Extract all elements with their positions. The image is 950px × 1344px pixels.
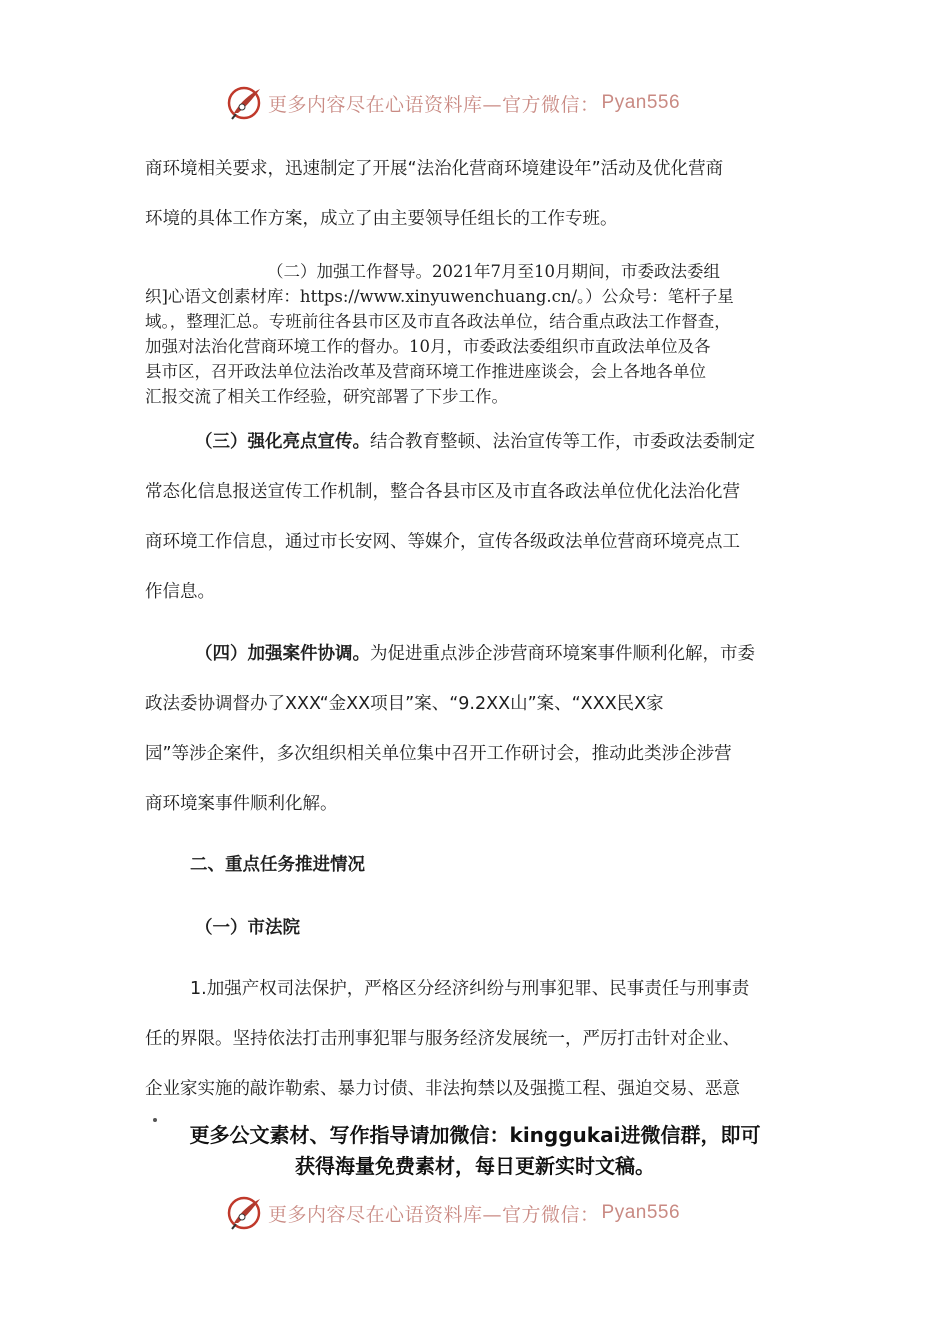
text-line: 汇报交流了相关工作经验，研究部署了下步工作。 <box>145 387 508 406</box>
text-line: 织]心语文创素材库：https://www.xinyuwenchuang.cn/。）公众号：笔杆子星 <box>145 287 734 306</box>
promo-note <box>150 1120 800 1182</box>
text-line: 加强对法治化营商环境工作的督办。10月，市委政法委组织市直政法单位及各 <box>145 337 711 356</box>
banner-text: 更多内容尽在心语资料库—官方微信： <box>268 93 600 116</box>
promo-line: 更多公文素材、写作指导请加微信：kinggukai进微信群，即可 <box>189 1123 761 1147</box>
header-banner <box>226 83 746 123</box>
paragraph-heading: （三）强化亮点宣传。 <box>195 432 370 452</box>
text-line: 1.加强产权司法保护，严格区分经济纠纷与刑事犯罪、民事责任与刑事责 <box>190 979 750 999</box>
text-run: 结合教育整顿、法治宣传等工作，市委政法委制定 <box>370 432 755 452</box>
text-line: 作信息。 <box>145 582 215 602</box>
text-line: 县市区，召开政法单位法治改革及营商环境工作推进座谈会，会上各地各单位 <box>145 362 706 381</box>
quill-logo-icon <box>226 1193 266 1233</box>
text-line <box>195 428 755 453</box>
paragraph-heading: （四）加强案件协调。 <box>195 644 370 664</box>
quill-logo-icon <box>226 83 266 123</box>
text-line: 常态化信息报送宣传工作机制，整合各县市区及市直各政法单位优化法治化营 <box>145 482 740 502</box>
section-title: 二、重点任务推进情况 <box>190 855 365 875</box>
text-line: 环境的具体工作方案，成立了由主要领导任组长的工作专班。 <box>145 209 618 229</box>
text-line: 商环境相关要求，迅速制定了开展“法治化营商环境建设年”活动及优化营商 <box>145 159 724 179</box>
banner-wechat-id: Pyan556 <box>601 1202 681 1223</box>
text-line: （二）加强工作督导。2021年7月至10月期间，市委政法委组 <box>267 262 720 281</box>
text-run: 为促进重点涉企涉营商环境案事件顺利化解，市委 <box>370 644 755 664</box>
text-line: 商环境案事件顺利化解。 <box>145 794 338 814</box>
text-line: 园”等涉企案件，多次组织相关单位集中召开工作研讨会，推动此类涉企涉营 <box>145 744 732 764</box>
text-line: 域。，整理汇总。专班前往各县市区及市直各政法单位，结合重点政法工作督查， <box>145 312 731 331</box>
subsection-title: （一）市法院 <box>195 918 300 938</box>
text-line <box>195 640 755 665</box>
footer-banner <box>226 1193 746 1233</box>
banner-text: 更多内容尽在心语资料库—官方微信： <box>268 1203 600 1226</box>
text-line: 任的界限。坚持依法打击刑事犯罪与服务经济发展统一，严厉打击针对企业、 <box>145 1029 740 1049</box>
text-line: 政法委协调督办了XXX“金XX项目”案、“9.2XX山”案、“XXX民X家 <box>145 694 664 714</box>
text-line: 企业家实施的敲诈勒索、暴力讨债、非法拘禁以及强揽工程、强迫交易、恶意 <box>145 1079 740 1099</box>
banner-wechat-id: Pyan556 <box>601 92 681 113</box>
promo-line: 获得海量免费素材，每日更新实时文稿。 <box>295 1154 655 1178</box>
text-line: 商环境工作信息，通过市长安网、等媒介，宣传各级政法单位营商环境亮点工 <box>145 532 740 552</box>
